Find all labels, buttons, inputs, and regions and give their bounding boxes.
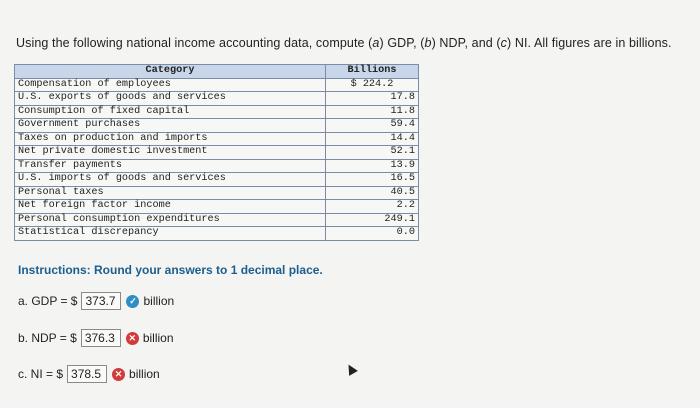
ni-label: c. NI = $ [18, 367, 64, 381]
value-cell: 249.1 [326, 213, 419, 227]
billions-header: Billions [326, 65, 419, 79]
category-cell: Taxes on production and imports [15, 132, 326, 146]
table-row [15, 159, 419, 173]
category-cell: U.S. imports of goods and services [15, 173, 326, 187]
ndp-answer-row [18, 329, 174, 347]
check-icon: ✓ [126, 295, 139, 308]
ni-input[interactable]: 378.5 [67, 365, 107, 383]
table-row [15, 173, 419, 187]
category-cell: Government purchases [15, 119, 326, 133]
table-row [15, 132, 419, 146]
category-cell: Net foreign factor income [15, 200, 326, 214]
gdp-input[interactable]: 373.7 [81, 292, 121, 310]
category-cell: Net private domestic investment [15, 146, 326, 160]
table-row [15, 119, 419, 133]
category-cell: Statistical discrepancy [15, 227, 326, 241]
category-cell: U.S. exports of goods and services [15, 92, 326, 106]
category-cell: Compensation of employees [15, 78, 326, 92]
value-cell: 59.4 [326, 119, 419, 133]
value-cell: 0.0 [326, 227, 419, 241]
table-row [15, 227, 419, 241]
value-cell: 16.5 [326, 173, 419, 187]
ndp-label: b. NDP = $ [18, 331, 77, 345]
value-cell: 2.2 [326, 200, 419, 214]
ndp-unit: billion [142, 331, 174, 345]
instructions: Instructions: Round your answers to 1 decimal place. [18, 263, 323, 277]
value-cell: 14.4 [326, 132, 419, 146]
table-header-row [15, 65, 419, 79]
ni-answer-row [18, 365, 160, 383]
ndp-input[interactable]: 376.3 [81, 329, 121, 347]
mouse-cursor-icon [344, 362, 358, 376]
category-cell: Personal taxes [15, 186, 326, 200]
value-cell: $ 224.2 [326, 78, 419, 92]
table-row [15, 213, 419, 227]
x-icon: ✕ [126, 332, 139, 345]
ni-unit: billion [129, 367, 160, 381]
income-data-table [14, 64, 419, 241]
category-cell: Consumption of fixed capital [15, 105, 326, 119]
table-row [15, 78, 419, 92]
table-row [15, 146, 419, 160]
table-row [15, 200, 419, 214]
x-icon: ✕ [112, 368, 125, 381]
value-cell: 17.8 [326, 92, 419, 106]
gdp-unit: billion [143, 294, 175, 308]
table-row [15, 186, 419, 200]
category-cell: Personal consumption expenditures [15, 213, 326, 227]
value-cell: 52.1 [326, 146, 419, 160]
gdp-answer-row [18, 292, 174, 310]
category-cell: Transfer payments [15, 159, 326, 173]
question-prompt: Using the following national income accounting data, compute (a) GDP, (b) NDP, and (c) NI. All figures are in billions. [16, 36, 672, 50]
table-row [15, 92, 419, 106]
value-cell: 40.5 [326, 186, 419, 200]
category-header: Category [15, 65, 326, 79]
value-cell: 13.9 [326, 159, 419, 173]
gdp-label: a. GDP = $ [18, 294, 78, 308]
table-row [15, 105, 419, 119]
value-cell: 11.8 [326, 105, 419, 119]
